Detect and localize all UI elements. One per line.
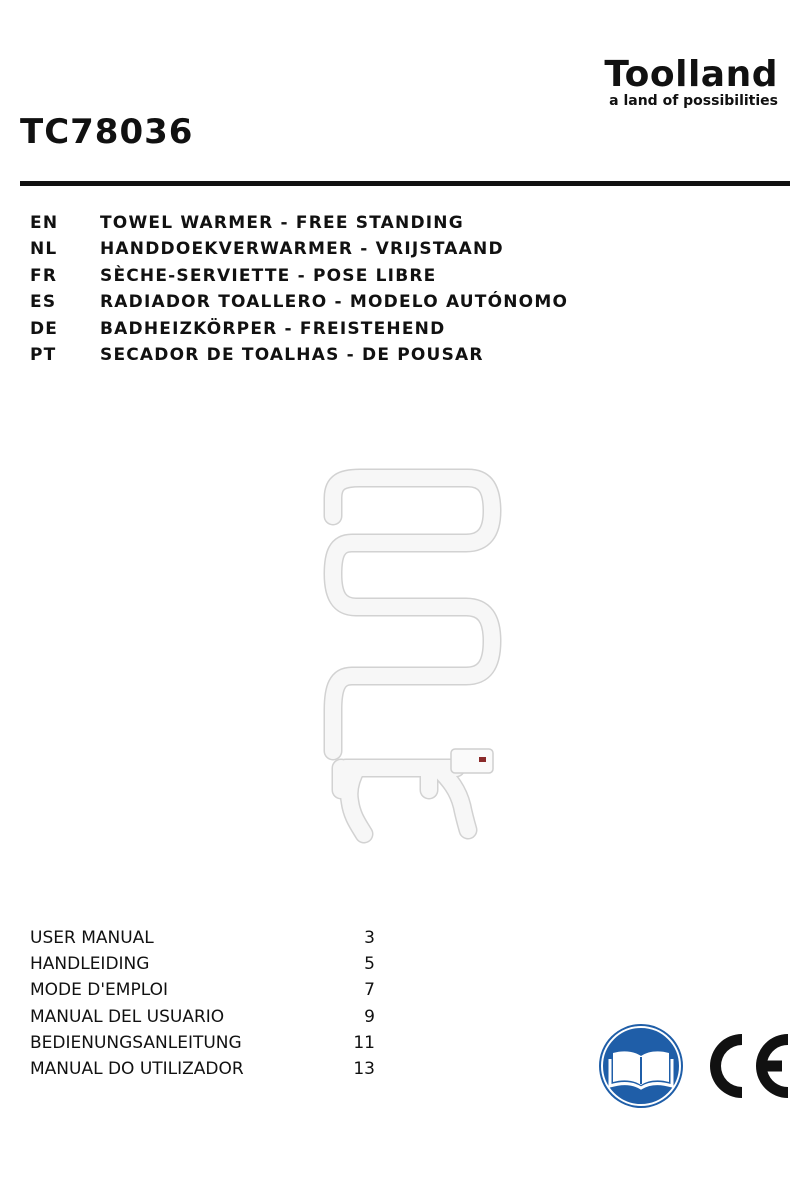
toc-row-nl bbox=[30, 951, 375, 977]
title-row-nl bbox=[30, 236, 568, 262]
toc-row-en bbox=[30, 925, 375, 951]
toc-row-pt bbox=[30, 1056, 375, 1082]
language-code: PT bbox=[30, 344, 57, 365]
brand-name: Toolland bbox=[604, 54, 778, 95]
toc-label: USER MANUAL bbox=[30, 928, 154, 948]
toc-label: MODE D'EMPLOI bbox=[30, 980, 168, 1001]
model-number: TC78036 bbox=[20, 112, 194, 152]
toc-label: MANUAL DEL USUARIO bbox=[30, 1006, 225, 1027]
toc-label: HANDLEIDING bbox=[30, 954, 150, 975]
brand-tagline: a land of possibilities bbox=[609, 93, 778, 109]
header-divider bbox=[20, 181, 790, 186]
title-row-en bbox=[30, 210, 568, 236]
toc-page-number: 7 bbox=[364, 980, 375, 1001]
toc-page-number: 13 bbox=[353, 1058, 375, 1079]
toc-row-de bbox=[30, 1030, 375, 1056]
read-manual-icon bbox=[597, 1022, 685, 1110]
toc-page-number: 3 bbox=[364, 928, 375, 948]
product-title: HANDDOEKVERWARMER - VRIJSTAAND bbox=[100, 239, 504, 260]
product-title: SÈCHE-SERVIETTE - POSE LIBRE bbox=[100, 265, 437, 286]
title-row-pt bbox=[30, 342, 568, 368]
toc-page-number: 9 bbox=[364, 1006, 375, 1027]
towel-warmer-illustration bbox=[320, 468, 505, 853]
toc-label: MANUAL DO UTILIZADOR bbox=[30, 1058, 244, 1079]
language-code: NL bbox=[30, 239, 58, 260]
brand-logo bbox=[604, 55, 778, 109]
language-code: ES bbox=[30, 292, 57, 313]
toc-page-number: 5 bbox=[364, 954, 375, 975]
title-row-fr bbox=[30, 263, 568, 289]
toc-page-number: 11 bbox=[353, 1032, 375, 1053]
manual-index bbox=[30, 925, 375, 1082]
product-title: TOWEL WARMER - FREE STANDING bbox=[100, 213, 464, 233]
product-title: RADIADOR TOALLERO - MODELO AUTÓNOMO bbox=[100, 292, 569, 313]
language-code: DE bbox=[30, 318, 59, 339]
ce-mark-icon bbox=[706, 1030, 792, 1102]
language-code: EN bbox=[30, 213, 59, 233]
title-row-es bbox=[30, 289, 568, 315]
toc-row-es bbox=[30, 1004, 375, 1030]
product-title: SECADOR DE TOALHAS - DE POUSAR bbox=[100, 344, 484, 365]
product-title: BADHEIZKÖRPER - FREISTEHEND bbox=[100, 318, 446, 339]
toc-label: BEDIENUNGSANLEITUNG bbox=[30, 1032, 242, 1053]
toc-row-fr bbox=[30, 977, 375, 1003]
product-title-list bbox=[30, 210, 568, 368]
title-row-de bbox=[30, 316, 568, 342]
language-code: FR bbox=[30, 265, 58, 286]
